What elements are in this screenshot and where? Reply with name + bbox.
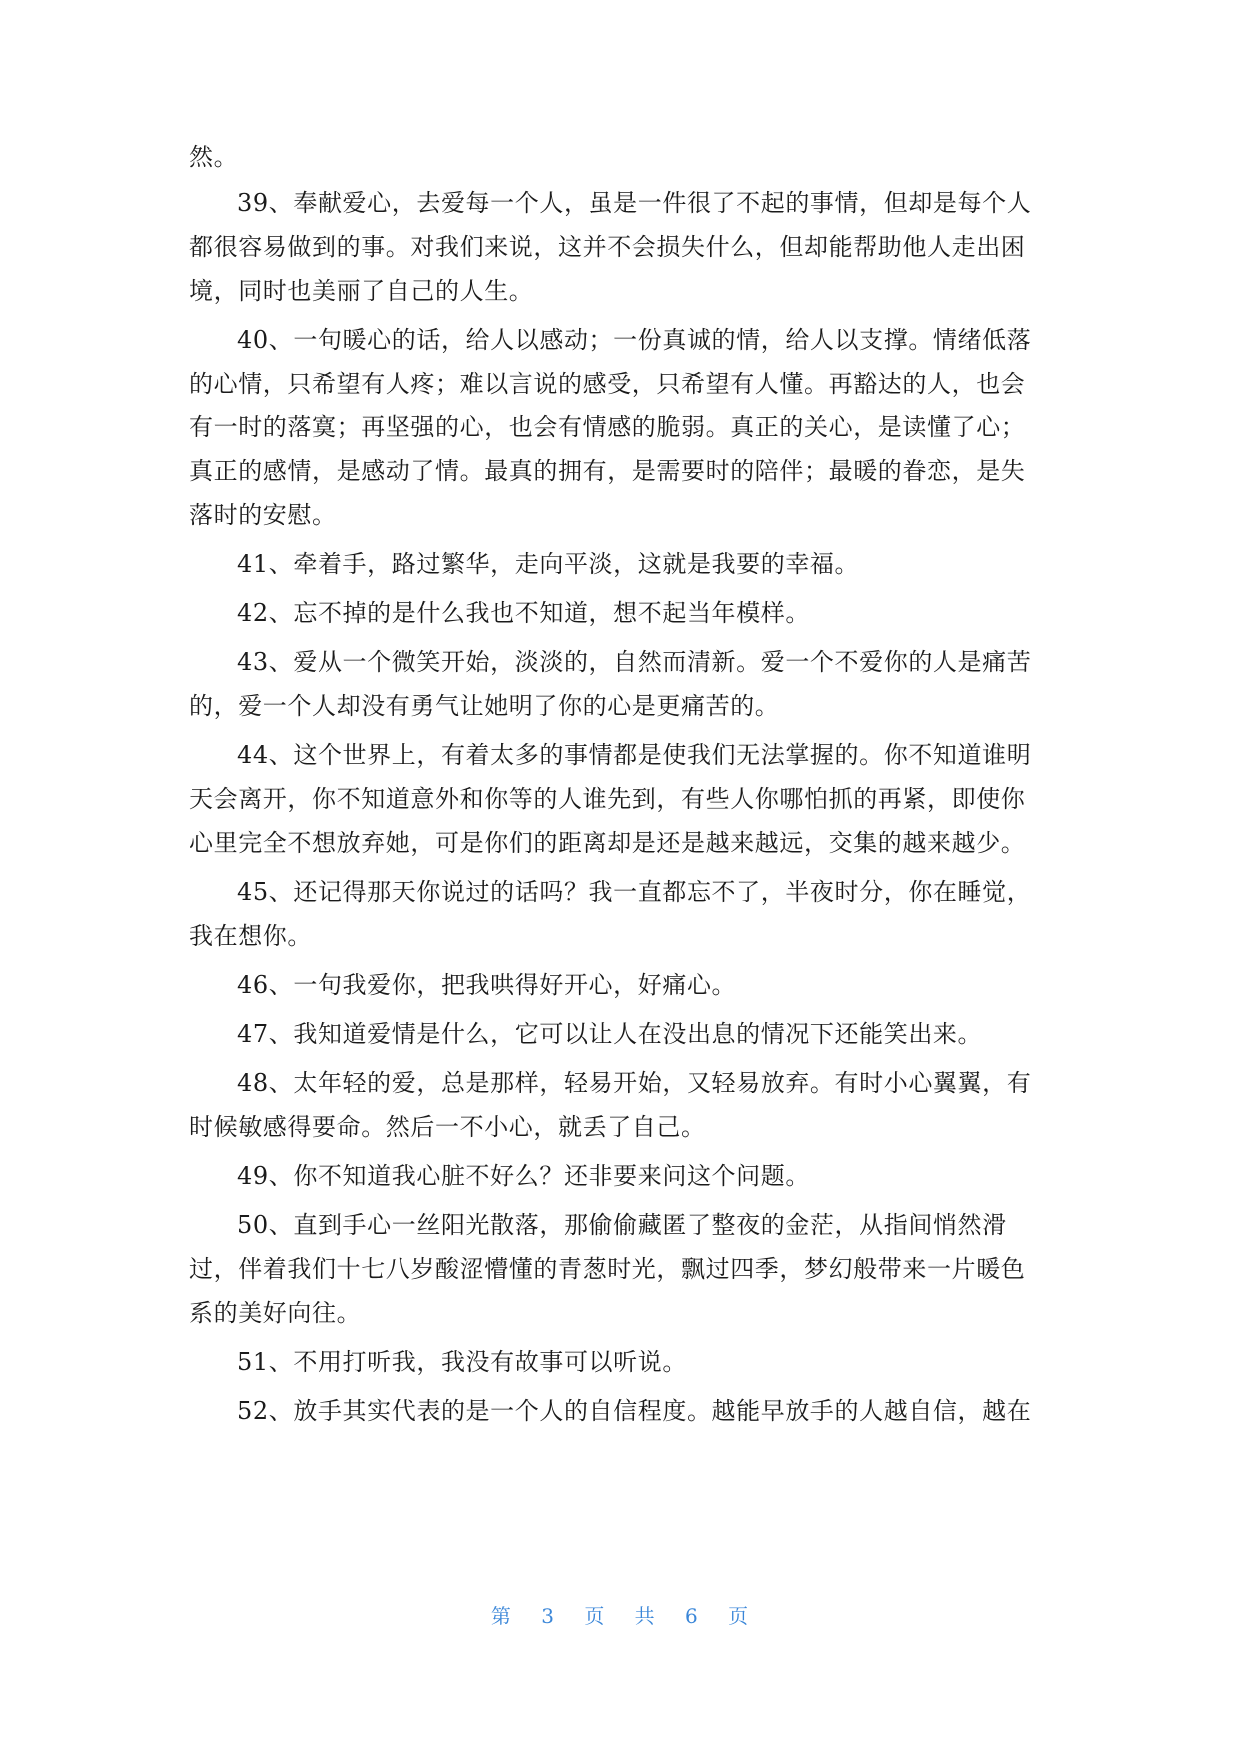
text-line: 真正的感情，是感动了情。最真的拥有，是需要时的陪伴；最暖的眷恋，是失: [189, 457, 1026, 485]
text-line: 50、直到手心一丝阳光散落，那偷偷藏匿了整夜的金茫，从指间悄然滑: [237, 1211, 1007, 1239]
text-line: 44、这个世界上，有着太多的事情都是使我们无法掌握的。你不知道谁明: [237, 741, 1032, 769]
text-line: 40、一句暖心的话，给人以感动；一份真诚的情，给人以支撑。情绪低落: [237, 326, 1032, 354]
footer-ye: 页: [584, 1604, 607, 1628]
text-line: 39、奉献爱心，去爱每一个人，虽是一件很了不起的事情，但却是每个人: [237, 189, 1032, 217]
text-line: 46、一句我爱你，把我哄得好开心，好痛心。: [237, 971, 737, 999]
text-line: 42、忘不掉的是什么我也不知道，想不起当年模样。: [237, 599, 810, 627]
footer-ye: 页: [728, 1604, 751, 1628]
text-line: 41、牵着手，路过繁华，走向平淡，这就是我要的幸福。: [237, 550, 860, 578]
text-line: 都很容易做到的事。对我们来说，这并不会损失什么，但却能帮助他人走出困: [189, 233, 1026, 261]
text-line: 天会离开，你不知道意外和你等的人谁先到，有些人你哪怕抓的再紧，即使你: [189, 785, 1026, 813]
footer-total-pages: 6: [685, 1604, 700, 1628]
text-line: 48、太年轻的爱，总是那样，轻易开始，又轻易放弃。有时小心翼翼，有: [237, 1069, 1032, 1097]
text-line: 落时的安慰。: [189, 501, 337, 529]
text-line: 我在想你。: [189, 922, 312, 950]
text-line: 然。: [189, 143, 239, 171]
text-line: 49、你不知道我心脏不好么？还非要来问这个问题。: [237, 1162, 810, 1190]
footer-current-page: 3: [541, 1604, 556, 1628]
page-footer: [0, 1602, 1241, 1630]
text-line: 47、我知道爱情是什么，它可以让人在没出息的情况下还能笑出来。: [237, 1020, 983, 1048]
footer-di: 第: [490, 1604, 513, 1628]
text-line: 45、还记得那天你说过的话吗？我一直都忘不了，半夜时分，你在睡觉，: [237, 878, 1032, 906]
footer-gong: 共: [634, 1604, 657, 1628]
text-line: 的心情，只希望有人疼；难以言说的感受，只希望有人懂。再豁达的人，也会: [189, 370, 1026, 398]
text-line: 时候敏感得要命。然后一不小心，就丢了自己。: [189, 1113, 706, 1141]
text-line: 过，伴着我们十七八岁酸涩懵懂的青葱时光，飘过四季，梦幻般带来一片暖色: [189, 1255, 1026, 1283]
text-line: 的，爱一个人却没有勇气让她明了你的心是更痛苦的。: [189, 692, 780, 720]
text-line: 51、不用打听我，我没有故事可以听说。: [237, 1348, 687, 1376]
text-line: 有一时的落寞；再坚强的心，也会有情感的脆弱。真正的关心，是读懂了心；: [189, 413, 1026, 441]
text-line: 系的美好向往。: [189, 1299, 362, 1327]
text-line: 心里完全不想放弃她，可是你们的距离却是还是越来越远，交集的越来越少。: [189, 829, 1026, 857]
text-line: 境，同时也美丽了自己的人生。: [189, 277, 534, 305]
text-line: 43、爱从一个微笑开始，淡淡的，自然而清新。爱一个不爱你的人是痛苦: [237, 648, 1032, 676]
text-line: 52、放手其实代表的是一个人的自信程度。越能早放手的人越自信，越在: [237, 1397, 1032, 1425]
